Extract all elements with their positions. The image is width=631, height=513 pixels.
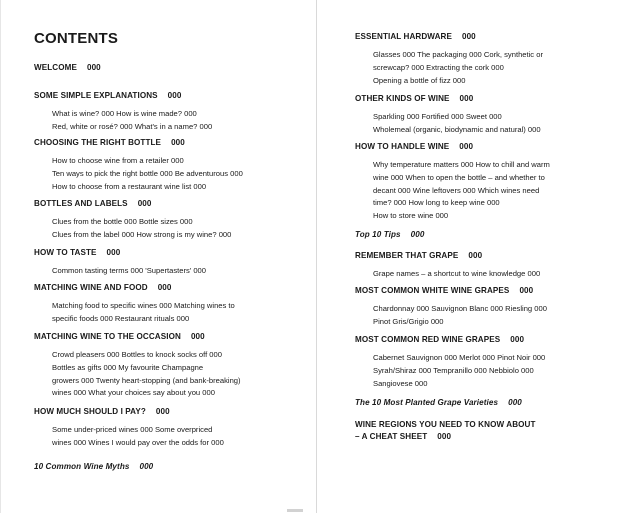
toc-subentry[interactable]: Glasses 000 The packaging 000 Cork, synthetic or [373, 50, 543, 59]
toc-section [34, 63, 101, 73]
toc-heading[interactable]: BOTTLES AND LABELS 000 [34, 199, 152, 208]
toc-section [34, 138, 243, 193]
toc-heading[interactable]: MATCHING WINE AND FOOD 000 [34, 283, 172, 292]
toc-subentry[interactable]: How to choose wine from a retailer 000 [52, 156, 184, 165]
toc-heading[interactable]: WINE REGIONS YOU NEED TO KNOW ABOUT [355, 420, 536, 429]
toc-heading[interactable]: MOST COMMON RED WINE GRAPES 000 [355, 335, 525, 344]
toc-subentry[interactable]: How to choose from a restaurant wine list 000 [52, 181, 207, 191]
page-title: CONTENTS [34, 30, 119, 47]
toc-subentry[interactable]: Opening a bottle of fizz 000 [373, 75, 466, 85]
toc-section [355, 251, 540, 281]
toc-section [355, 142, 550, 223]
toc-subentry[interactable]: growers 000 Twenty heart-stopping (and bank-breaking) [52, 375, 241, 385]
toc-subentry[interactable]: Syrah/Shiraz 000 Tempranillo 000 Nebbiolo 000 [373, 365, 534, 375]
toc-subentry[interactable]: Pinot Gris/Grigio 000 [373, 316, 444, 326]
toc-heading[interactable]: CHOOSING THE RIGHT BOTTLE 000 [34, 138, 185, 147]
toc-heading[interactable]: WELCOME 000 [34, 63, 101, 72]
toc-subentry[interactable]: Wholemeal (organic, biodynamic and natural) 000 [373, 124, 541, 134]
toc-subentry[interactable]: How to store wine 000 [373, 211, 449, 221]
toc-subentry[interactable]: time? 000 How long to keep wine 000 [373, 198, 500, 208]
toc-section [34, 332, 241, 400]
toc-section [355, 286, 547, 329]
toc-heading[interactable]: 10 Common Wine Myths 000 [34, 462, 154, 471]
toc-heading[interactable]: HOW TO TASTE 000 [34, 248, 121, 257]
book-gutter [316, 0, 317, 513]
toc-heading-continued[interactable]: – A CHEAT SHEET 000 [355, 432, 452, 441]
toc-subentry[interactable]: decant 000 Wine leftovers 000 Which wines need [373, 185, 540, 195]
toc-section [34, 407, 224, 450]
toc-section [34, 283, 235, 326]
toc-section [355, 335, 545, 390]
toc-subentry[interactable]: Crowd pleasers 000 Bottles to knock socks off 000 [52, 350, 222, 359]
toc-heading[interactable]: MATCHING WINE TO THE OCCASION 000 [34, 332, 205, 341]
toc-section [355, 94, 541, 137]
toc-section [34, 248, 206, 278]
toc-subentry[interactable]: wines 000 What your choices say about you 000 [52, 388, 215, 398]
toc-subentry[interactable]: wine 000 When to open the bottle – and whether to [373, 172, 545, 182]
toc-heading[interactable]: ESSENTIAL HARDWARE 000 [355, 32, 476, 41]
toc-section [34, 91, 212, 134]
toc-subentry[interactable]: Red, white or rosé? 000 What's in a name? 000 [52, 121, 213, 131]
toc-subentry[interactable]: Clues from the label 000 How strong is my wine? 000 [52, 229, 232, 239]
toc-section [355, 230, 424, 240]
toc-subentry[interactable]: Chardonnay 000 Sauvignon Blanc 000 Riesling 000 [373, 304, 547, 313]
toc-subentry[interactable]: Cabernet Sauvignon 000 Merlot 000 Pinot Noir 000 [373, 353, 546, 362]
toc-subentry[interactable]: Clues from the bottle 000 Bottle sizes 000 [52, 217, 193, 226]
toc-subentry[interactable]: screwcap? 000 Extracting the cork 000 [373, 62, 504, 72]
toc-section [355, 32, 543, 87]
toc-subentry[interactable]: Sparkling 000 Fortified 000 Sweet 000 [373, 112, 502, 121]
toc-subentry[interactable]: Bottles as gifts 000 My favourite Champagne [52, 362, 204, 372]
toc-subentry[interactable]: wines 000 Wines I would pay over the odds for 000 [52, 437, 224, 447]
toc-subentry[interactable]: Grape names – a shortcut to wine knowledge 000 [373, 269, 541, 278]
toc-subentry[interactable]: Matching food to specific wines 000 Matching wines to [52, 301, 235, 310]
toc-heading[interactable]: HOW MUCH SHOULD I PAY? 000 [34, 407, 170, 416]
toc-section [355, 420, 536, 442]
toc-section [34, 199, 231, 242]
toc-heading[interactable]: REMEMBER THAT GRAPE 000 [355, 251, 483, 260]
right-page [318, 0, 631, 513]
toc-heading[interactable]: MOST COMMON WHITE WINE GRAPES 000 [355, 286, 534, 295]
toc-subentry[interactable]: Common tasting terms 000 'Supertasters' 000 [52, 266, 207, 275]
toc-subentry[interactable]: Why temperature matters 000 How to chill and warm [373, 160, 550, 169]
toc-heading[interactable]: The 10 Most Planted Grape Varieties 000 [355, 398, 522, 407]
toc-heading[interactable]: OTHER KINDS OF WINE 000 [355, 94, 474, 103]
toc-subentry[interactable]: Some under-priced wines 000 Some overpriced [52, 425, 213, 434]
toc-heading[interactable]: HOW TO HANDLE WINE 000 [355, 142, 474, 151]
left-page [0, 0, 315, 513]
toc-subentry[interactable]: Sangiovese 000 [373, 378, 428, 388]
toc-subentry[interactable]: specific foods 000 Restaurant rituals 000 [52, 313, 190, 323]
toc-subentry[interactable]: What is wine? 000 How is wine made? 000 [52, 109, 197, 118]
toc-heading[interactable]: SOME SIMPLE EXPLANATIONS 000 [34, 91, 182, 100]
toc-section [355, 398, 522, 408]
toc-section [34, 462, 153, 472]
toc-subentry[interactable]: Ten ways to pick the right bottle 000 Be adventurous 000 [52, 168, 243, 178]
toc-heading[interactable]: Top 10 Tips 000 [355, 230, 425, 239]
